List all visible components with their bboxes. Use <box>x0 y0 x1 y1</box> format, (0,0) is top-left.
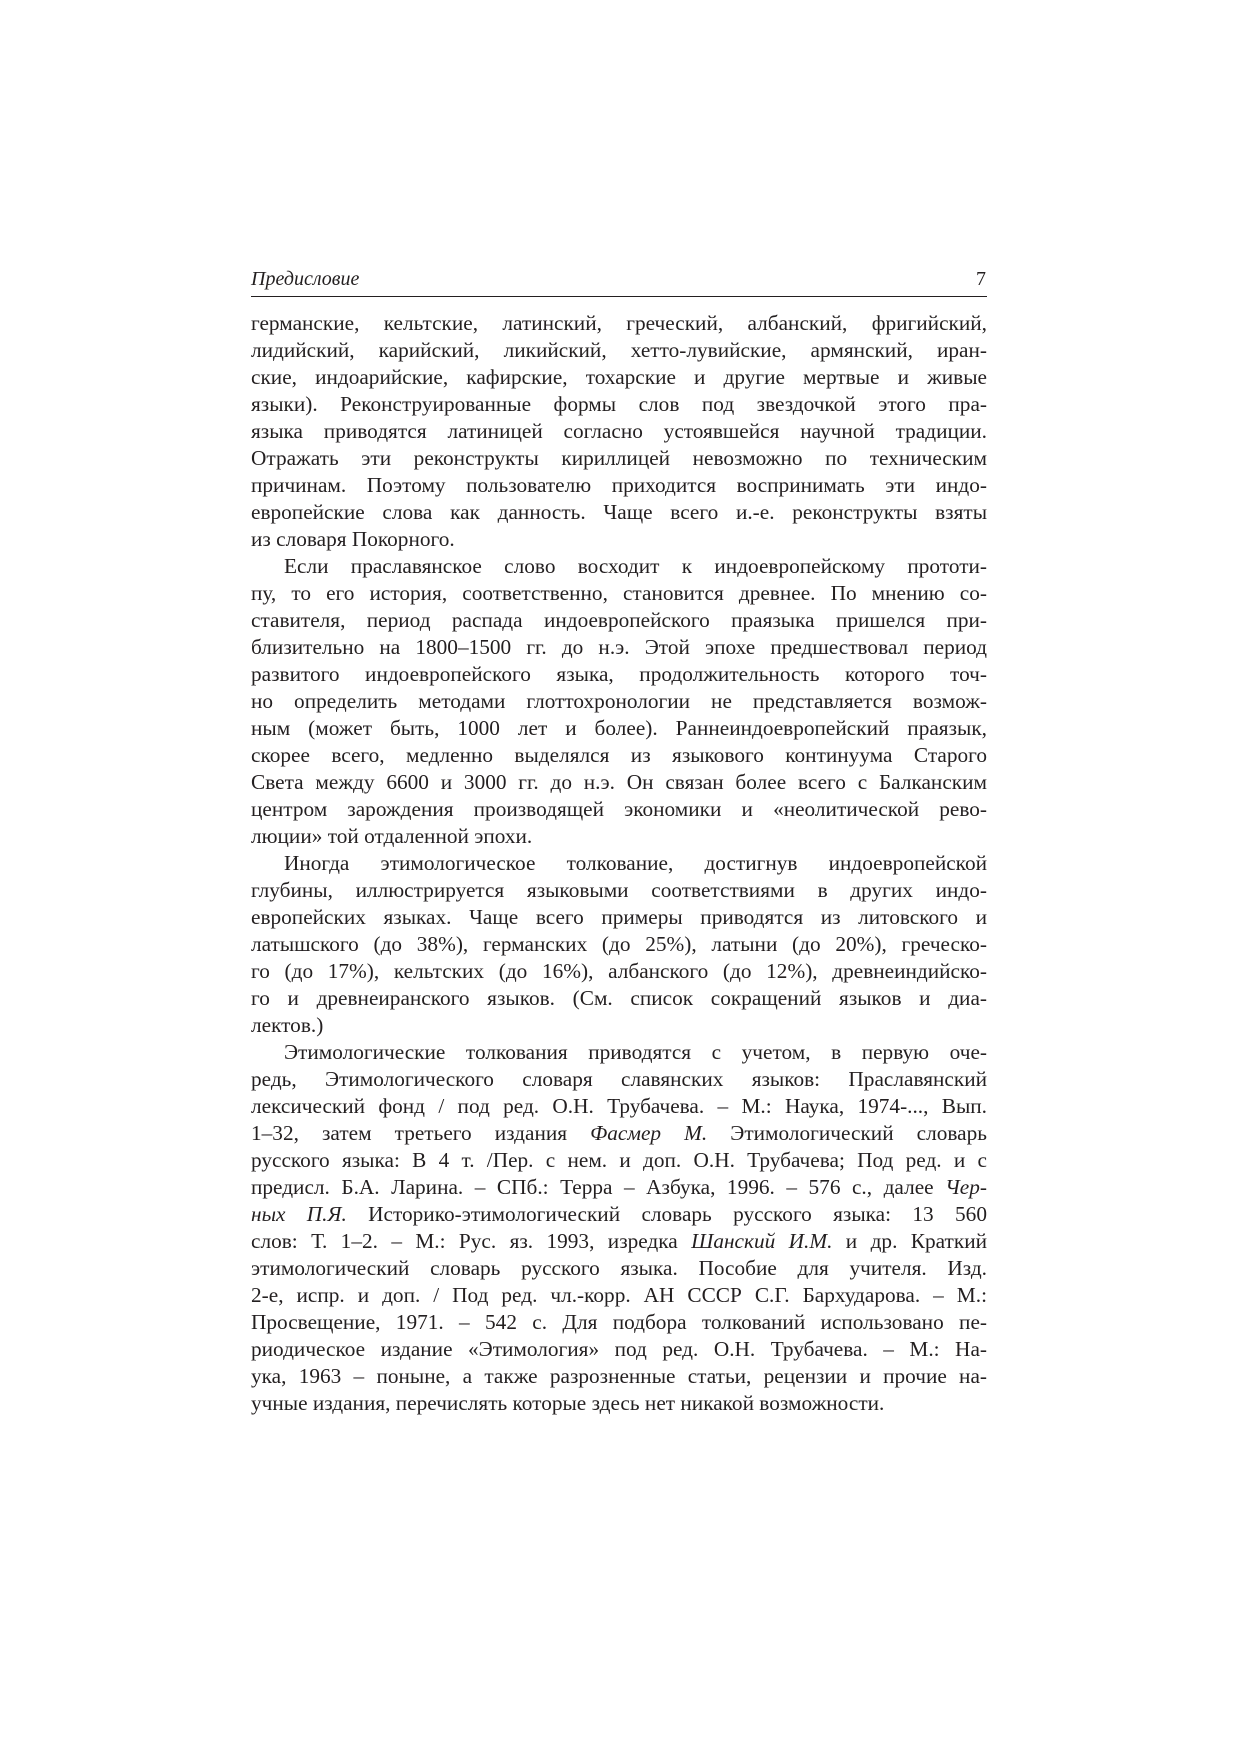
paragraph <box>251 553 987 850</box>
text-run: европейские слова как данность. Чаще всего и.-е. реконструкты взяты <box>251 500 987 524</box>
text-run: лексический фонд / под ред. О.Н. Трубачева. – М.: Наука, 1974-..., Вып. <box>251 1094 987 1118</box>
text-run: 1–32, затем третьего издания <box>251 1121 591 1145</box>
text-line <box>251 310 987 337</box>
text-line <box>251 1093 987 1120</box>
text-run: го (до 17%), кельтских (до 16%), албанского (до 12%), древнеиндийско- <box>251 959 987 983</box>
text-run: Просвещение, 1971. – 542 с. Для подбора толкований использовано пе- <box>251 1310 987 1334</box>
text-run: Если праславянское слово восходит к индоевропейскому прототи- <box>284 554 987 578</box>
text-line <box>251 1390 987 1417</box>
text-run: 2-е, испр. и доп. / Под ред. чл.-корр. АН СССР С.Г. Бархударова. – М.: <box>251 1283 987 1307</box>
text-run: предисл. Б.А. Ларина. – СПб.: Терра – Азбука, 1996. – 576 с., далее <box>251 1175 946 1199</box>
text-line <box>251 1147 987 1174</box>
running-header <box>251 266 987 297</box>
text-run: этимологический словарь русского языка. Пособие для учителя. Изд. <box>251 1256 987 1280</box>
text-line <box>251 1282 987 1309</box>
text-line <box>251 1363 987 1390</box>
text-line <box>251 445 987 472</box>
text-run: германские, кельтские, латинский, греческий, албанский, фригийский, <box>251 311 987 335</box>
text-line <box>251 472 987 499</box>
text-run: пу, то его история, соответственно, становится древнее. По мнению со- <box>251 581 987 605</box>
text-run: языки). Реконструированные формы слов под звездочкой этого пра- <box>251 392 987 416</box>
running-title: Предисловие <box>251 268 360 290</box>
text-run: латышского (до 38%), германских (до 25%), латыни (до 20%), греческо- <box>251 932 987 956</box>
text-line <box>251 553 987 580</box>
text-run: Этимологический словарь <box>707 1121 987 1145</box>
text-line <box>251 877 987 904</box>
text-run: редь, Этимологического словаря славянских языков: Праславянский <box>251 1067 987 1091</box>
text-run: Отражать эти реконструкты кириллицей невозможно по техническим <box>251 446 987 470</box>
text-run: го и древнеиранского языков. (См. список сокращений языков и диа- <box>251 986 987 1010</box>
text-run: Историко-этимологический словарь русского языка: 13 560 <box>346 1202 987 1226</box>
author-name: Шанский И.М. <box>691 1229 833 1253</box>
text-line <box>251 1174 987 1201</box>
text-run: слов: Т. 1–2. – М.: Рус. яз. 1993, изредка <box>251 1229 692 1253</box>
text-line <box>251 580 987 607</box>
text-run: учные издания, перечислять которые здесь нет никакой возможности. <box>251 1391 885 1415</box>
text-run: но определить методами глоттохронологии не представляется возмож- <box>251 689 987 713</box>
text-line <box>251 391 987 418</box>
text-run: ука, 1963 – поныне, а также разрозненные статьи, рецензии и прочие на- <box>251 1364 987 1388</box>
text-run: Света между 6600 и 3000 гг. до н.э. Он связан более всего с Балканским <box>251 770 987 794</box>
text-line <box>251 364 987 391</box>
text-line <box>251 607 987 634</box>
text-run: ские, индоарийские, кафирские, тохарские и другие мертвые и живые <box>251 365 987 389</box>
text-run: Этимологические толкования приводятся с учетом, в первую оче- <box>284 1040 987 1064</box>
text-line <box>251 931 987 958</box>
text-run: люции» той отдаленной эпохи. <box>251 824 533 848</box>
text-run: и др. Краткий <box>832 1229 987 1253</box>
text-line <box>251 742 987 769</box>
author-name: Чер- <box>945 1175 987 1199</box>
text-line <box>251 526 987 553</box>
text-run: риодическое издание «Этимология» под ред. О.Н. Трубачева. – М.: На- <box>251 1337 987 1361</box>
text-run: развитого индоевропейского языка, продолжительность которого точ- <box>251 662 987 686</box>
text-run: лидийский, карийский, ликийский, хетто-лувийские, армянский, иран- <box>251 338 987 362</box>
author-name: Фасмер М. <box>590 1121 708 1145</box>
text-line <box>251 904 987 931</box>
text-run: русского языка: В 4 т. /Пер. с нем. и доп. О.Н. Трубачева; Под ред. и с <box>251 1148 987 1172</box>
author-name: ных П.Я. <box>251 1202 347 1226</box>
text-line <box>251 1255 987 1282</box>
body-text <box>251 310 987 1417</box>
text-line <box>251 337 987 364</box>
text-run: глубины, иллюстрируется языковыми соответствиями в других индо- <box>251 878 987 902</box>
text-line <box>251 634 987 661</box>
text-line <box>251 850 987 877</box>
text-run: причинам. Поэтому пользователю приходится воспринимать эти индо- <box>251 473 987 497</box>
text-run: скорее всего, медленно выделялся из языкового континуума Старого <box>251 743 987 767</box>
text-line <box>251 688 987 715</box>
text-run: центром зарождения производящей экономики и «неолитической рево- <box>251 797 987 821</box>
text-line <box>251 1120 987 1147</box>
text-run: из словаря Покорного. <box>251 527 455 551</box>
text-run: ным (может быть, 1000 лет и более). Раннеиндоевропейский праязык, <box>251 716 987 740</box>
text-line <box>251 1228 987 1255</box>
text-line <box>251 1039 987 1066</box>
text-line <box>251 769 987 796</box>
text-line <box>251 1012 987 1039</box>
paragraph <box>251 1039 987 1417</box>
text-run: близительно на 1800–1500 гг. до н.э. Этой эпохе предшествовал период <box>251 635 987 659</box>
page-number: 7 <box>976 268 986 290</box>
paragraph <box>251 850 987 1039</box>
text-run: лектов.) <box>251 1013 324 1037</box>
text-line <box>251 418 987 445</box>
text-run: ставителя, период распада индоевропейского праязыка пришелся при- <box>251 608 987 632</box>
text-run: языка приводятся латиницей согласно устоявшейся научной традиции. <box>251 419 987 443</box>
text-line <box>251 1336 987 1363</box>
text-line <box>251 1309 987 1336</box>
paragraph <box>251 310 987 553</box>
text-line <box>251 1201 987 1228</box>
text-line <box>251 985 987 1012</box>
text-line <box>251 661 987 688</box>
text-run: европейских языках. Чаще всего примеры приводятся из литовского и <box>251 905 987 929</box>
text-line <box>251 823 987 850</box>
text-line <box>251 796 987 823</box>
text-line <box>251 958 987 985</box>
text-run: Иногда этимологическое толкование, достигнув индоевропейской <box>284 851 987 875</box>
text-line <box>251 499 987 526</box>
text-line <box>251 1066 987 1093</box>
text-line <box>251 715 987 742</box>
